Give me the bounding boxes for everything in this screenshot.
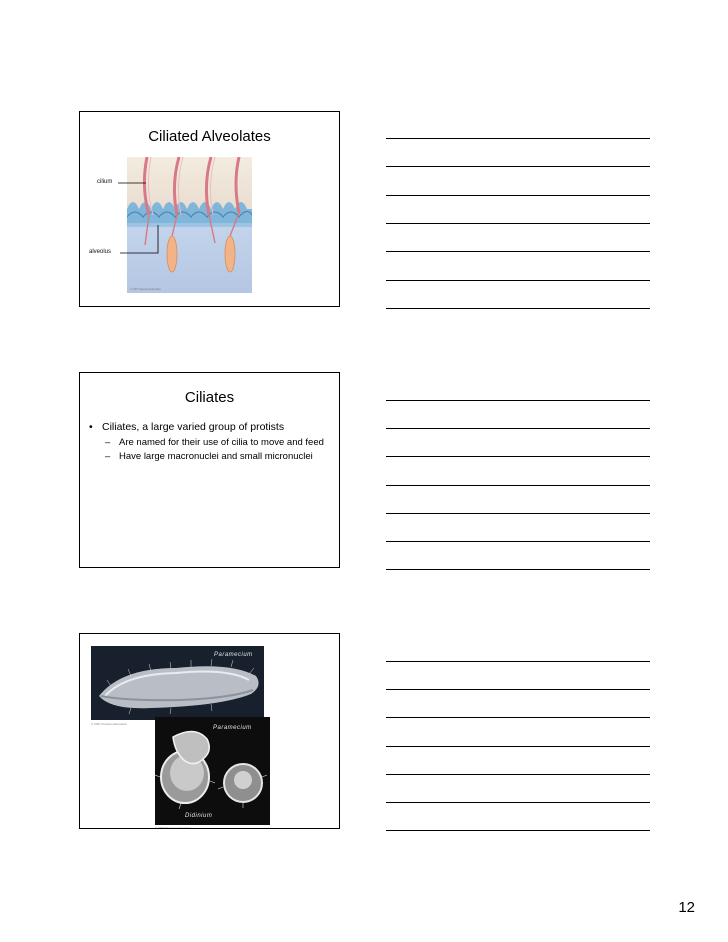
cilium-label: cilium — [97, 179, 113, 185]
paramecium-label: Paramecium — [214, 652, 253, 658]
sub-bullet-text: Are named for their use of cilia to move and feed — [119, 437, 324, 448]
slide-title: Ciliated Alveolates — [148, 128, 271, 145]
slide-thumbnail-2 — [79, 372, 340, 568]
alveolus-leader-line — [120, 222, 160, 257]
bullet-text: Ciliates, a large varied group of protists — [102, 421, 285, 433]
sub-bullet-text: Have large macronuclei and small micronuclei — [119, 450, 313, 462]
photo-credit: © 2007 Pearson Education — [91, 722, 127, 726]
page-number: 12 — [678, 899, 695, 916]
sub-bullet-item: – Have large macronuclei and small micronuclei — [105, 450, 313, 462]
bullet-item: • Ciliates, a large varied group of protists — [89, 421, 285, 433]
cilium-leader-line — [118, 178, 148, 188]
didinium-label: Didinium — [185, 813, 213, 819]
sub-bullet-item: – Are named for their use of cilia to move and feed — [105, 437, 324, 448]
slide-title: Ciliates — [184, 389, 235, 406]
alveolus-label: alveolus — [89, 249, 112, 255]
slide-thumbnail-3 — [79, 633, 340, 829]
photo-credit: © 2007 Pearson Education — [155, 826, 191, 829]
didinium-photo — [155, 717, 270, 825]
bullet-list — [88, 421, 336, 464]
slide-thumbnail-1 — [79, 111, 340, 307]
paramecium-inset-label: Paramecium — [213, 725, 252, 731]
svg-text:© 2007 Pearson Education: © 2007 Pearson Education — [130, 288, 162, 291]
